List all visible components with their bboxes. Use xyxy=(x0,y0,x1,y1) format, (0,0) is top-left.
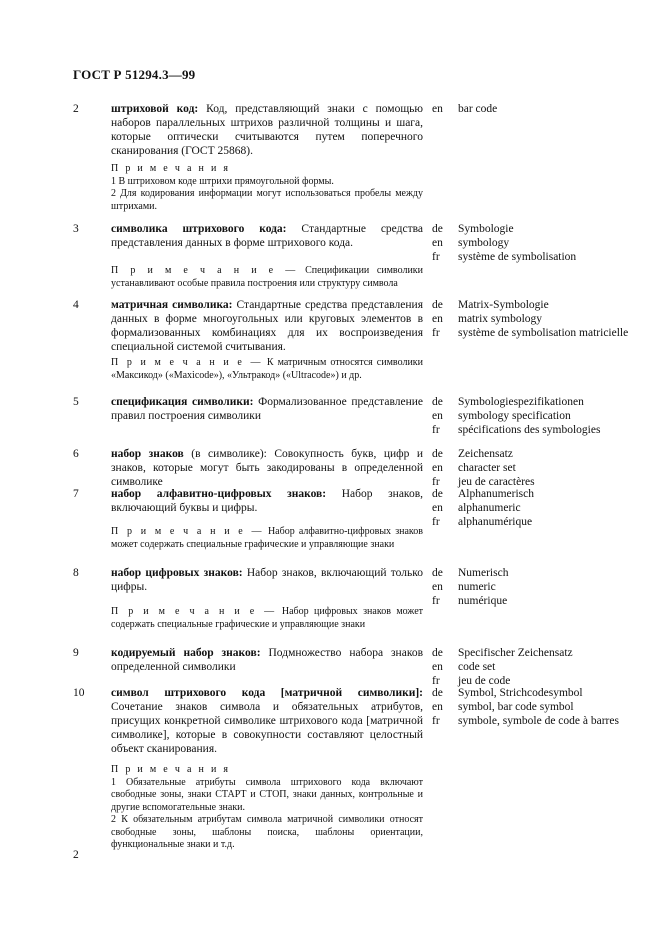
entry-definition-block xyxy=(111,686,423,756)
entry-definition: (в символике): Совокупность букв, цифр и знаков, которые могут быть закодированы в определенной символике xyxy=(111,448,424,488)
entry-definition: Стандартные средства представления данных в форме многоугольных или круговых элементов в формализованных комбинациях для их воспроизведения специальной системой считывания. xyxy=(111,299,423,353)
translation-fr: fr système de symbolisation xyxy=(432,251,577,263)
note-item: 2 Для кодирования информации могут использоваться пробелы между штрихами. xyxy=(111,188,423,212)
translation-en: en code set xyxy=(432,661,496,673)
translations xyxy=(432,487,632,529)
document-header: ГОСТ Р 51294.3—99 xyxy=(73,67,196,82)
translation-fr: fr spécifications des symbologies xyxy=(432,424,601,436)
note-label: П р и м е ч а н и е — xyxy=(111,606,277,617)
translations xyxy=(432,395,632,437)
entry-definition: Набор знаков, включающий буквы и цифры. xyxy=(111,488,423,514)
note-heading: П р и м е ч а н и я xyxy=(111,163,231,174)
entry-number: 3 xyxy=(73,223,79,235)
entry-definition: Набор знаков, включающий только цифры. xyxy=(111,567,423,593)
translation-en: en alphanumeric xyxy=(432,502,521,514)
translation-fr: fr jeu de code xyxy=(432,675,511,687)
entry-term: матричная символика: xyxy=(111,299,233,311)
translation-fr: fr symbole, symbole de code à barres xyxy=(432,715,619,727)
entry-definition-block xyxy=(111,566,423,594)
entry-term: кодируемый набор знаков: xyxy=(111,647,261,659)
entry-note xyxy=(111,357,423,382)
entry-definition-block xyxy=(111,102,423,158)
entry-definition-block xyxy=(111,487,423,515)
entry-number: 9 xyxy=(73,647,79,659)
translations xyxy=(432,222,632,264)
note-text: Спецификации символики устанавливают особые правила построения или структуру символа xyxy=(111,265,424,289)
translation-en: en character set xyxy=(432,462,516,474)
entry-term: штриховой код: xyxy=(111,103,199,115)
entry-number: 4 xyxy=(73,299,79,311)
entry-note xyxy=(111,163,423,213)
entry-term: символ штрихового кода [матричной символики]: xyxy=(111,687,423,699)
page-number: 2 xyxy=(73,849,79,861)
translation-fr: fr alphanumérique xyxy=(432,516,533,528)
entry-note xyxy=(111,265,423,290)
translation-en: en numeric xyxy=(432,581,496,593)
translations xyxy=(432,646,632,688)
entry-definition-block xyxy=(111,222,423,250)
entry-definition-block xyxy=(111,447,423,489)
translation-de: de Symbologie xyxy=(432,223,514,235)
entry-definition-block xyxy=(111,395,423,423)
translation-en: en symbology xyxy=(432,237,510,249)
entry-number: 6 xyxy=(73,448,79,460)
note-item: 2 К обязательным атрибутам символа матричной символики относят свободные зоны, шаблоны поиска, шаблоны ориентации, функциональные знаки и т.д. xyxy=(111,814,423,850)
translations xyxy=(432,686,632,728)
entry-term: набор знаков xyxy=(111,448,184,460)
entry-number: 2 xyxy=(73,103,79,115)
translation-de: de Alphanumerisch xyxy=(432,488,535,500)
entry-term: набор алфавитно-цифровых знаков: xyxy=(111,488,327,500)
entry-term: набор цифровых знаков: xyxy=(111,567,243,579)
translation-en: en symbology specification xyxy=(432,410,571,422)
translations xyxy=(432,298,632,340)
translation-en: en matrix symbology xyxy=(432,313,543,325)
note-item: 1 В штриховом коде штрихи прямоугольной формы. xyxy=(111,175,334,187)
entry-definition-block xyxy=(111,646,423,674)
entry-term: спецификация символики: xyxy=(111,396,254,408)
translation-fr: fr numérique xyxy=(432,595,508,607)
entry-definition: Стандартные средства представления данных в форме штрихового кода. xyxy=(111,223,423,249)
translation-fr: fr système de symbolisation matricielle xyxy=(432,327,629,339)
translation-en: en symbol, bar code symbol xyxy=(432,701,574,713)
note-label: П р и м е ч а н и е — xyxy=(111,357,263,368)
entry-number: 7 xyxy=(73,488,79,500)
translation-fr: fr jeu de caractères xyxy=(432,476,535,488)
entry-term: символика штрихового кода: xyxy=(111,223,287,235)
entry-note xyxy=(111,606,423,631)
entry-note xyxy=(111,764,423,852)
entry-number: 10 xyxy=(73,687,85,699)
entry-definition: Код, представляющий знаки с помощью наборов параллельных штрихов различной толщины и шага, которые оптически считываются путем поперечного сканирования (ГОСТ 25868). xyxy=(111,103,424,157)
translation-de: de Symbologiespezifikationen xyxy=(432,396,584,408)
note-label: П р и м е ч а н и е — xyxy=(111,526,264,537)
note-item: 1 Обязательные атрибуты символа штрихового кода включают свободные зоны, знаки СТАРТ и СТОП, знаки данных, контрольные и другие вспомогательные знаки. xyxy=(111,776,423,813)
entry-number: 5 xyxy=(73,396,79,408)
entry-number: 8 xyxy=(73,567,79,579)
translation-de: de Matrix-Symbologie xyxy=(432,299,549,311)
entry-definition: Подмножество набора знаков определенной символики xyxy=(111,647,423,673)
translation-de: de Zeichensatz xyxy=(432,448,513,460)
translation-de: de Numerisch xyxy=(432,567,509,579)
translations xyxy=(432,447,632,489)
entry-definition: Формализованное представление правил построения символики xyxy=(111,396,423,422)
translations xyxy=(432,102,632,116)
note-text: Набор цифровых знаков может содержать специальные графические и управляющие знаки xyxy=(111,606,424,630)
note-label: П р и м е ч а н и е — xyxy=(111,265,298,276)
entry-note xyxy=(111,526,423,551)
note-text: Набор алфавитно-цифровых знаков может содержать специальные графические и управляющие знаки xyxy=(111,526,424,550)
translation-en: en bar code xyxy=(432,103,498,115)
translation-de: de Symbol, Strichcodesymbol xyxy=(432,687,583,699)
note-text: К матричным относятся символики «Максикод» («Maxicode»), «Ультракод» («Ultracode») и др. xyxy=(111,357,424,381)
entry-definition-block xyxy=(111,298,423,354)
entry-definition: Сочетание знаков символа и обязательных атрибутов, присущих конкретной символике штрихового кода [матричной символике], которые в совокупности составляют целостный объект сканирования. xyxy=(111,701,423,755)
translation-de: de Specifischer Zeichensatz xyxy=(432,647,573,659)
translations xyxy=(432,566,632,608)
note-heading: П р и м е ч а н и я xyxy=(111,764,231,775)
